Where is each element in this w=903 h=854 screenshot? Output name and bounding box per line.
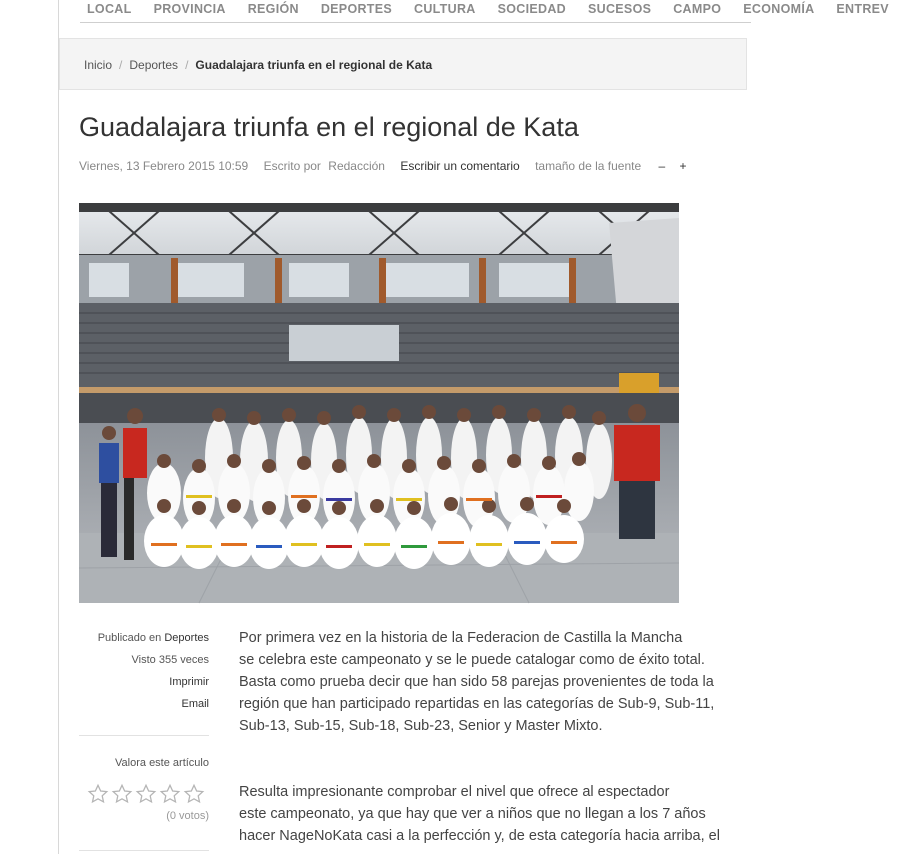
nav-item-sucesos[interactable]: SUCESOS — [588, 2, 652, 16]
nav-item-sociedad[interactable]: SOCIEDAD — [497, 2, 566, 16]
page — [59, 0, 889, 854]
paragraph-line: Sub-13, Sub-15, Sub-18, Sub-23, Senior y Master Mixto. — [239, 718, 603, 734]
email-link[interactable]: Email — [181, 698, 209, 710]
article-meta — [79, 159, 739, 173]
view-count: Visto 355 veces — [131, 654, 209, 666]
main-nav — [80, 0, 889, 23]
star-icon[interactable] — [111, 783, 133, 805]
published-section-link[interactable]: Deportes — [164, 632, 209, 644]
published-in — [79, 630, 209, 652]
star-icon[interactable] — [183, 783, 205, 805]
breadcrumb-section[interactable]: Deportes — [129, 58, 179, 72]
breadcrumb-separator: / — [185, 58, 189, 72]
rating-stars — [87, 783, 211, 805]
breadcrumb-separator: / — [119, 58, 123, 72]
author-name[interactable]: Redacción — [328, 159, 385, 173]
breadcrumb — [59, 38, 747, 90]
published-label: Publicado en — [97, 632, 162, 644]
article-info — [79, 630, 209, 718]
divider — [79, 850, 209, 851]
paragraph-line: Resulta impresionante comprobar el nivel que ofrece al espectador — [239, 784, 670, 800]
font-size-label: tamaño de la fuente — [535, 159, 642, 173]
print-link[interactable]: Imprimir — [169, 676, 209, 688]
article-date: Viernes, 13 Febrero 2015 10:59 — [79, 159, 249, 173]
author-label: Escrito por — [263, 159, 321, 173]
font-decrease-button[interactable]: – — [658, 159, 666, 173]
paragraph-line: Por primera vez en la historia de la Federacion de Castilla la Mancha — [239, 630, 683, 646]
paragraph-line: se celebra este campeonato y se le puede catalogar como de éxito total. — [239, 652, 705, 668]
nav-item-deportes[interactable]: DEPORTES — [320, 2, 393, 16]
article-title: Guadalajara triunfa en el regional de Kata — [79, 112, 579, 142]
nav-item-economia[interactable]: ECONOMÍA — [743, 2, 815, 16]
font-increase-button[interactable]: + — [679, 159, 687, 173]
paragraph-line: región que han participado repartidas en las categorías de Sub-9, Sub-11, — [239, 696, 715, 712]
vote-count: (0 votos) — [166, 810, 209, 822]
paragraph-line: este campeonato, ya que hay que ver a niños que no llegan a los 7 años — [239, 806, 706, 822]
breadcrumb-home[interactable]: Inicio — [84, 58, 113, 72]
paragraph-line: Basta como prueba decir que han sido 58 parejas provenientes de toda la — [239, 674, 714, 690]
nav-item-entrevistas[interactable]: ENTREV — [836, 2, 889, 16]
breadcrumb-current: Guadalajara triunfa en el regional de Kata — [195, 58, 433, 72]
article-paragraph-1 — [239, 627, 729, 737]
article-paragraph-2 — [239, 781, 729, 847]
nav-item-provincia[interactable]: PROVINCIA — [153, 2, 226, 16]
left-gutter — [0, 0, 59, 854]
nav-item-cultura[interactable]: CULTURA — [414, 2, 476, 16]
divider — [79, 735, 209, 736]
nav-item-region[interactable]: REGIÓN — [247, 2, 299, 16]
nav-item-local[interactable]: LOCAL — [87, 2, 132, 16]
star-icon[interactable] — [159, 783, 181, 805]
star-icon[interactable] — [135, 783, 157, 805]
star-icon[interactable] — [87, 783, 109, 805]
write-comment-link[interactable]: Escribir un comentario — [400, 159, 520, 173]
nav-item-campo[interactable]: CAMPO — [673, 2, 722, 16]
article-photo — [79, 203, 679, 603]
rating-label: Valora este artículo — [115, 757, 209, 769]
paragraph-line: hacer NageNoKata casi a la perfección y, de esta categoría hacia arriba, el — [239, 828, 720, 844]
